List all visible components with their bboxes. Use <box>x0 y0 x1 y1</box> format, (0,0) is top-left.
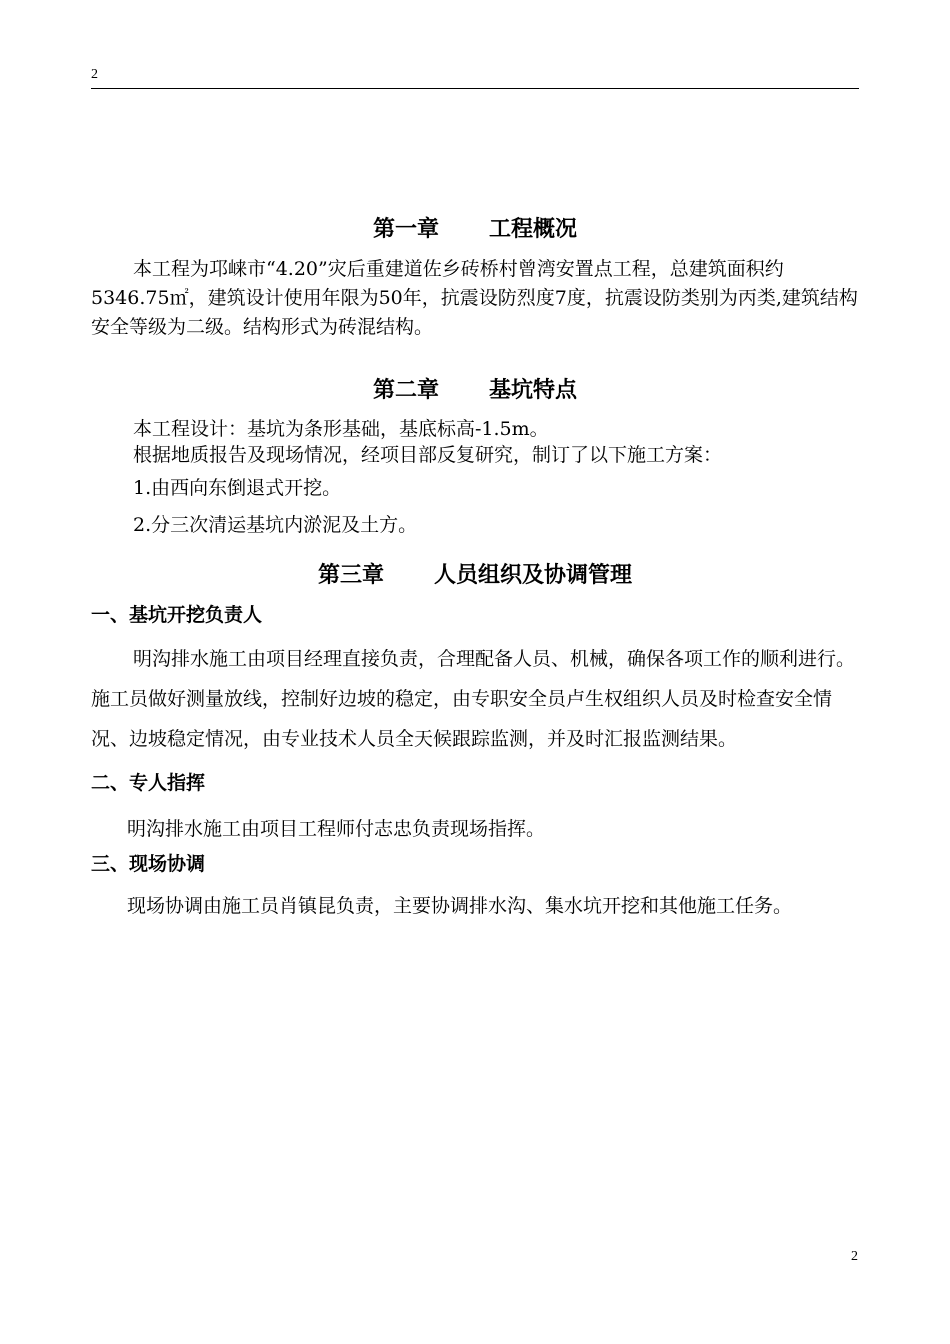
chapter-2-number: 第二章 <box>372 378 439 403</box>
chapter-3-title: 人员组织及协调管理 <box>434 563 633 588</box>
section-2-paragraph: 明沟排水施工由项目工程师付志忠负责现场指挥。 <box>127 818 546 840</box>
chapter-2-item-1: 1.由西向东倒退式开挖。 <box>133 477 342 499</box>
chapter-2-line-2: 根据地质报告及现场情况，经项目部反复研究，制订了以下施工方案： <box>133 444 723 466</box>
document-body <box>91 213 859 921</box>
chapter-3-number: 第三章 <box>317 563 384 588</box>
chapter-1-title: 工程概况 <box>489 217 578 242</box>
chapter-2-heading <box>91 374 859 408</box>
chapter-2-line-1: 本工程设计：基坑为条形基础，基底标高-1.5m。 <box>133 418 549 440</box>
header-rule <box>91 88 859 89</box>
chapter-1-number: 第一章 <box>372 217 439 242</box>
chapter-1-paragraph: 本工程为邛崃市“4.20”灾后重建道佐乡砖桥村曾湾安置点工程，总建筑面积约5346.75㎡，建筑设计使用年限为50年，抗震设防烈度7度，抗震设防类别为丙类,建筑结构安全等级为二级。结构形式为砖混结构。 <box>91 258 858 338</box>
chapter-2-title: 基坑特点 <box>489 378 578 403</box>
section-1-paragraph: 明沟排水施工由项目经理直接负责，合理配备人员、机械，确保各项工作的顺利进行。施工员做好测量放线，控制好边坡的稳定，由专职安全员卢生权组织人员及时检查安全情况、边坡稳定情况，由专业技术人员全天候跟踪监测，并及时汇报监测结果。 <box>91 648 856 750</box>
section-3-paragraph: 现场协调由施工员肖镇昆负责，主要协调排水沟、集水坑开挖和其他施工任务。 <box>127 895 793 917</box>
chapter-2-item-2: 2.分三次清运基坑内淤泥及土方。 <box>133 514 418 536</box>
chapter-1-heading <box>91 213 859 247</box>
chapter-3-heading <box>91 559 859 593</box>
section-2-title: 二、专人指挥 <box>91 772 206 794</box>
footer-page-number: 2 <box>851 1249 858 1264</box>
section-3-title: 三、现场协调 <box>91 853 206 875</box>
header-page-number: 2 <box>91 67 98 82</box>
section-1-title: 一、基坑开挖负责人 <box>91 604 263 626</box>
